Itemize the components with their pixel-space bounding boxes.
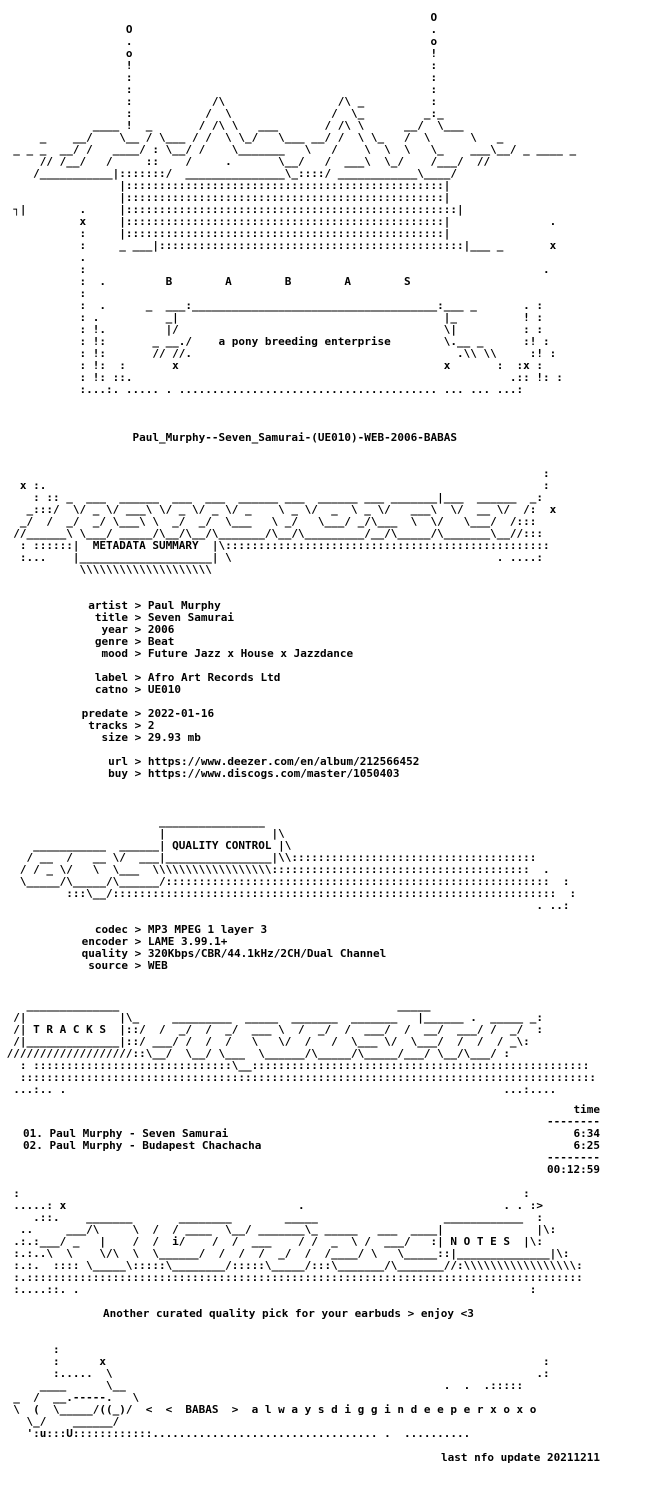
logo-line: // /__/ / :: / . \__/ / ___\ \_/ /___/ //	[0, 155, 491, 168]
notes-banner-line: :.:..\ \ \/\ \ \______/ / / / _/ / /____/ \ \_____::|______________|\:	[0, 1247, 570, 1260]
time-rule: --------	[547, 1115, 600, 1128]
update-text: last nfo update 20211211	[441, 1451, 600, 1464]
track-title: Paul Murphy - Seven Samurai	[49, 1127, 229, 1140]
field-value: 2006	[147, 623, 175, 636]
logo-line: /___________|:::::::/ _______________\_::::/ ____________\____/	[0, 167, 457, 180]
logo-line: _ _ _ __/ / ____/ : \__/ / \_______ \ / \ \ \ \_ ___\__/ _ ____ _	[0, 143, 577, 156]
qc-banner-line: / __ / __ \/ ___|________________|\\:::::::::::::::::::::::::::::::::::::	[0, 851, 537, 864]
field-separator: >	[128, 671, 148, 684]
notes-text: Another curated quality pick for your earbuds > enjoy <3	[103, 1307, 474, 1320]
track-number: 02.	[23, 1139, 43, 1152]
logo-line: . o	[0, 35, 438, 48]
field-key: predate	[81, 707, 128, 720]
notes-banner-line: :....::. . :	[0, 1283, 537, 1296]
logo-line: O .	[0, 23, 438, 36]
logo-line: |::::::::::::::::::::::::::::::::::::::::::::::::|	[0, 179, 451, 192]
group-line: : . _| |_ ! :	[0, 311, 544, 324]
notes-banner-line: : :	[0, 1187, 530, 1200]
metadata-row	[0, 732, 201, 744]
time-header: time	[573, 1103, 600, 1116]
logo-line: : :	[0, 71, 438, 84]
tracks-banner-line: ...:.. . ...:....	[0, 1083, 557, 1096]
notes-banner-line: :.::::::::::::::::::::::::::::::::::::::::::::::::::::::::::::::::::::::::::::::::::::	[0, 1271, 583, 1284]
footer-banner-line: \ ( \_____/((_)/ < < BABAS > a l w a y s d i g g i n d e e p e r x o x o	[0, 1403, 537, 1416]
group-line: : .	[0, 263, 550, 276]
footer-banner-line: \_/ ______/	[0, 1415, 120, 1428]
field-key: catno	[94, 683, 128, 696]
field-separator: >	[128, 647, 148, 660]
meta-banner-line: \\\\\\\\\\\\\\\\\\\\	[0, 563, 212, 576]
logo-line: _ __/ \__ / \___ / / \ \_/ \___ __/ / \ \_ / \ \ _	[0, 131, 504, 144]
total-time: 00:12:59	[547, 1163, 600, 1176]
group-line: : !. |/ \| : :	[0, 323, 544, 336]
field-key: tracks	[88, 719, 128, 732]
logo-line: : _ ___|::::::::::::::::::::::::::::::::::::::::::::::|___ _ x	[0, 239, 557, 252]
time-rule: --------	[547, 1151, 600, 1164]
field-separator: >	[128, 707, 148, 720]
field-value: Beat	[147, 635, 175, 648]
field-key: quality	[81, 947, 128, 960]
logo-line: O	[0, 11, 438, 24]
qc-banner-line: :::\__/::::::::::::::::::::::::::::::::::::::::::::::::::::::::::::::::::: :	[0, 887, 577, 900]
group-line: : !: ::. .:: !: :	[0, 371, 563, 384]
logo-line: |::::::::::::::::::::::::::::::::::::::::::::::::|	[0, 191, 451, 204]
group-line: : !: _ __./ a pony breeding enterprise \.__ _ :! :	[0, 335, 550, 348]
field-value: 2022-01-16	[147, 707, 215, 720]
footer-banner-line: _ / __.-----. \	[0, 1391, 140, 1404]
logo-line: .	[0, 251, 87, 264]
meta-banner-line: :... |____________________| \ . ....:	[0, 551, 544, 564]
tracks-banner-line: ______________ _____	[0, 999, 431, 1012]
footer-banner-line: :..... \ .:	[0, 1367, 550, 1380]
logo-line: : :	[0, 83, 438, 96]
field-separator: >	[128, 959, 148, 972]
metadata-row	[0, 684, 181, 696]
field-key: title	[94, 611, 128, 624]
footer-banner-line: : x :	[0, 1355, 550, 1368]
tracks-banner-line: :::::::::::::::::::::::::::::::::::::::::::::::::::::::::::::::::::::::::::::::::::::::	[0, 1071, 597, 1084]
field-separator: >	[128, 935, 148, 948]
qc-banner-line: / / _ \/ \ \___ \\\\\\\\\\\\\\\\\\::::::::::::::::::::::::::::::::::::::: .	[0, 863, 550, 876]
field-key: year	[101, 623, 128, 636]
field-key: buy	[108, 767, 128, 780]
tracks-banner-line: /|______________|::/ ___/ / / / \ \/ / / \___ \/ \___/ / / / _\:	[0, 1035, 530, 1048]
notes-banner-line: .::. _______ ________ _____ ____________ :	[0, 1211, 544, 1224]
footer-line-line: ':u:::U::::::::::::.................................. . ..........	[0, 1427, 471, 1440]
field-key: label	[94, 671, 128, 684]
group-line: : !: : x x : :x :	[0, 359, 544, 372]
field-value: Future Jazz x House x Jazzdance	[147, 647, 354, 660]
field-value: MP3 MPEG 1 layer 3	[147, 923, 268, 936]
field-key: genre	[94, 635, 128, 648]
qc-banner-line: . ..:	[0, 899, 570, 912]
logo-line: ┐| . |::::::::::::::::::::::::::::::::::::::::::::::::::|	[0, 203, 464, 216]
meta-banner-line: : :: _ ___ ______ ___ ___ ______ ___ ______ ___ _______|___ ______ _:	[0, 491, 544, 504]
field-value: 320Kbps/CBR/44.1kHz/2CH/Dual Channel	[147, 947, 387, 960]
field-separator: >	[128, 731, 148, 744]
group-line: : . _ ___:_____________________________________:___ _ . :	[0, 299, 544, 312]
footer-banner-line: ____ \__ . . .:::::	[0, 1379, 524, 1392]
field-value[interactable]: https://www.deezer.com/en/album/212566452	[147, 755, 420, 768]
logo-line: ____ ! _ / /\ \ ___ / /\ \ __/ \___	[0, 119, 464, 132]
field-key: encoder	[81, 935, 128, 948]
meta-banner-line: _:::/ \/ _ \/ ___\ \/ _ \/ _ \/ _ \ _ \/ _ \ _ \/ ___\ \/ __ \/ /: x	[0, 503, 557, 516]
field-separator: >	[128, 767, 148, 780]
notes-banner-line: .. ___/\ \ / / ____ \__/ _______\_ _____ ___ ____| |\:	[0, 1223, 557, 1236]
field-key: artist	[88, 599, 128, 612]
group-line: :...:. ..... . ....................................... ... ... ...:	[0, 383, 524, 396]
group-line: : . B A B A S	[0, 275, 411, 288]
metadata-row	[0, 768, 400, 780]
field-separator: >	[128, 947, 148, 960]
field-key: size	[101, 731, 128, 744]
tracks-banner-line: : ::::::::::::::::::::::::::::::\__:::::::::::::::::::::::::::::::::::::::::::::::::::	[0, 1059, 590, 1072]
field-value: Paul Murphy	[147, 599, 221, 612]
tracks-banner-line: /| T R A C K S |::/ / _/ / _/ ___ \ / _/ / ___/ / __/ ___/ / _/ :	[0, 1023, 544, 1036]
logo-line: : /\ /\ _ :	[0, 95, 438, 108]
meta-banner-line: x :. :	[0, 479, 550, 492]
track-row	[23, 1140, 261, 1152]
logo-line: ! :	[0, 59, 438, 72]
track-number: 01.	[23, 1127, 43, 1140]
field-separator: >	[128, 719, 148, 732]
logo-line: : |::::::::::::::::::::::::::::::::::::::::::::::::|	[0, 227, 451, 240]
field-separator: >	[128, 599, 148, 612]
field-value[interactable]: https://www.discogs.com/master/1050403	[147, 767, 400, 780]
field-value: Afro Art Records Ltd	[147, 671, 281, 684]
release-line: Paul_Murphy--Seven_Samurai-(UE010)-WEB-2006-BABAS	[0, 431, 457, 444]
field-separator: >	[128, 635, 148, 648]
field-value: 29.93 mb	[147, 731, 201, 744]
notes-banner-line: .....: x . . . :>	[0, 1199, 544, 1212]
logo-line: o !	[0, 47, 438, 60]
metadata-row	[0, 648, 353, 660]
quality-row	[0, 960, 168, 972]
qc-banner-line: ________________	[0, 815, 265, 828]
field-value: UE010	[147, 683, 181, 696]
field-separator: >	[128, 623, 148, 636]
qc-banner-line: ___________ ______| QUALITY CONTROL |\	[0, 839, 292, 852]
group-line: : !: // //. .\\ \\ :! :	[0, 347, 557, 360]
field-key: codec	[94, 923, 128, 936]
field-value: LAME 3.99.1+	[147, 935, 228, 948]
field-value: WEB	[147, 959, 168, 972]
track-time: 6:34	[573, 1127, 600, 1140]
meta-banner-line: : ::::::| METADATA SUMMARY |\:::::::::::::::::::::::::::::::::::::::::::::::::	[0, 539, 550, 552]
notes-banner-line: :.:. :::: \_____\:::::\________/:::::\_____/:::\_______/\_______//:\\\\\\\\\\\\\\\\\:	[0, 1259, 583, 1272]
field-key: source	[88, 959, 128, 972]
quality-row	[0, 948, 386, 960]
qc-banner-line: | |\	[0, 827, 285, 840]
tracks-banner-line: ///////////////////::\__/ \__/ \___ \______/\_____/\_____/___/ \__/\___/ :	[0, 1047, 510, 1060]
field-separator: >	[128, 923, 148, 936]
footer-banner-line: :	[0, 1343, 60, 1356]
meta-banner-line: //______\ \___/ _____/\__/\__/\_______/\__/\_________/__/\_____/\_______\__//:::	[0, 527, 544, 540]
field-value: Seven Samurai	[147, 611, 234, 624]
field-separator: >	[128, 755, 148, 768]
logo-line: : / \ / \_ _:_	[0, 107, 444, 120]
logo-line: x |::::::::::::::::::::::::::::::::::::::::::::::::| .	[0, 215, 557, 228]
meta-banner-line: :	[0, 467, 550, 480]
qc-banner-line: \_____/\_____/\______/:::::::::::::::::::::::::::::::::::::::::::::::::::::::::: :	[0, 875, 570, 888]
field-value: 2	[147, 719, 155, 732]
field-key: url	[108, 755, 128, 768]
meta-banner-line: _/ / _/ _/ \___\ \ _/ _/ \___ \ _/ \___/ _/\___ \ \/ \___/ /:::	[0, 515, 537, 528]
tracks-banner-line: /| |\_ _________ _____ _______ _______ |______ . _____ _:	[0, 1011, 544, 1024]
field-separator: >	[128, 683, 148, 696]
notes-banner-line: .:.:___/ _ | / / i/ / / ___ / / _ \ / ___/ :| N O T E S |\:	[0, 1235, 544, 1248]
track-time: 6:25	[573, 1139, 600, 1152]
track-title: Paul Murphy - Budapest Chachacha	[49, 1139, 262, 1152]
group-line: :	[0, 287, 87, 300]
field-key: mood	[101, 647, 128, 660]
field-separator: >	[128, 611, 148, 624]
